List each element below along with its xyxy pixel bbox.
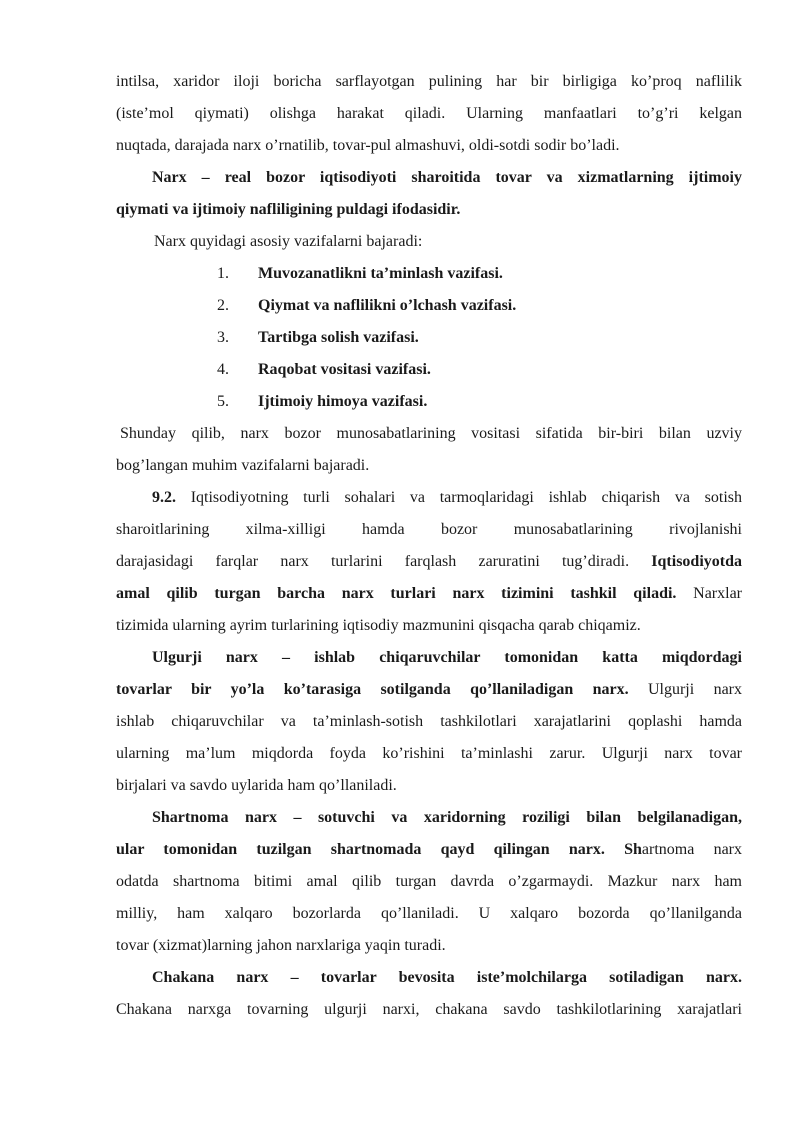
bold-text: Iqtisodiyotda	[651, 553, 742, 570]
paragraph-line: milliy, ham xalqaro bozorlarda qo’llaniladi. U xalqaro bozorda qo’llanilganda	[116, 905, 742, 922]
paragraph-line	[116, 962, 742, 994]
bold-text: Ulgurji narx – ishlab chiqaruvchilar tomonidan katta miqdordagi	[152, 649, 742, 666]
functions-list	[116, 258, 742, 418]
paragraph-line: tovar (xizmat)larning jahon narxlariga yaqin turadi.	[116, 937, 446, 954]
text-run: Iqtisodiyotning turli sohalari va tarmoqlaridagi ishlab chiqarish va sotish	[176, 489, 742, 506]
paragraph-line	[116, 642, 742, 674]
list-item	[116, 322, 742, 354]
definition-line	[116, 162, 742, 194]
list-number: 3.	[217, 329, 229, 346]
bold-text: Shartnoma narx – sotuvchi va xaridorning roziligi bilan belgilanadigan,	[152, 809, 742, 826]
paragraph-line: odatda shartnoma bitimi amal qilib turgan davrda o’zgarmaydi. Mazkur narx ham	[116, 873, 742, 890]
paragraph-line	[116, 802, 742, 834]
bold-text: ular tomonidan tuzilgan shartnomada qayd qilingan narx. Sh	[116, 841, 642, 858]
text-run: Ulgurji narx	[628, 681, 742, 698]
list-text: Ijtimoiy himoya vazifasi.	[258, 393, 428, 410]
list-text: Tartibga solish vazifasi.	[258, 329, 419, 346]
paragraph-line: intilsa, xaridor iloji boricha sarflayotgan pulining har bir birligiga ko’proq naflilik	[116, 73, 742, 90]
paragraph-line: birjalari va savdo uylarida ham qo’llaniladi.	[116, 777, 397, 794]
bold-text: qiymati va ijtimoiy nafliligining puldagi ifodasidir.	[116, 201, 461, 218]
paragraph-line: bog’langan muhim vazifalarni bajaradi.	[116, 457, 370, 474]
paragraph-line: nuqtada, darajada narx o’rnatilib, tovar-pul almashuvi, oldi-sotdi sodir bo’ladi.	[116, 137, 620, 154]
list-item	[116, 258, 742, 290]
bold-text: Chakana narx – tovarlar bevosita iste’molchilarga sotiladigan narx.	[152, 969, 742, 986]
paragraph-line	[116, 546, 742, 578]
list-text: Muvozanatlikni ta’minlash vazifasi.	[258, 265, 503, 282]
paragraph-line: Chakana narxga tovarning ulgurji narxi, chakana savdo tashkilotlarining xarajatlari	[116, 1001, 742, 1018]
paragraph-line: ishlab chiqaruvchilar va ta’minlash-sotish tashkilotlari xarajatlarini qoplashi hamda	[116, 713, 742, 730]
definition-line	[116, 194, 742, 226]
list-number: 2.	[217, 297, 229, 314]
list-item	[116, 290, 742, 322]
paragraph-line: tizimida ularning ayrim turlarining iqtisodiy mazmunini qisqacha qarab chiqamiz.	[116, 617, 641, 634]
list-number: 5.	[217, 393, 229, 410]
list-item	[116, 354, 742, 386]
text-run: darajasidagi farqlar narx turlarini farqlash zaruratini tug’diradi.	[116, 553, 652, 570]
bold-text: amal qilib turgan barcha narx turlari narx tizimini tashkil qiladi.	[116, 585, 677, 602]
section-number: 9.2.	[152, 489, 176, 506]
paragraph-line: Shunday qilib, narx bozor munosabatlarining vositasi sifatida bir-biri bilan uzviy	[120, 425, 742, 442]
list-text: Qiymat va naflilikni o’lchash vazifasi.	[258, 297, 517, 314]
paragraph-line	[116, 834, 742, 866]
paragraph-line: ularning ma’lum miqdorda foyda ko’rishini ta’minlashi zarur. Ulgurji narx tovar	[116, 745, 742, 762]
list-number: 4.	[217, 361, 229, 378]
text-run: Narxlar	[676, 585, 742, 602]
bold-text: Narx – real bozor iqtisodiyoti sharoitida tovar va xizmatlarning ijtimoiy	[152, 169, 742, 186]
text-run: artnoma narx	[641, 841, 742, 858]
paragraph-line: Narx quyidagi asosiy vazifalarni bajaradi:	[154, 233, 423, 250]
list-item	[116, 386, 742, 418]
list-number: 1.	[217, 265, 229, 282]
paragraph-line	[116, 578, 742, 610]
paragraph-line: (iste’mol qiymati) olishga harakat qiladi. Ularning manfaatlari to’g’ri kelgan	[116, 105, 742, 122]
bold-text: tovarlar bir yo’la ko’tarasiga sotilganda qo’llaniladigan narx.	[116, 681, 629, 698]
paragraph-line	[116, 482, 742, 514]
paragraph-line: sharoitlarining xilma-xilligi hamda bozor munosabatlarining rivojlanishi	[116, 521, 742, 538]
document-page	[116, 66, 742, 1026]
paragraph-line	[116, 674, 742, 706]
list-text: Raqobat vositasi vazifasi.	[258, 361, 431, 378]
